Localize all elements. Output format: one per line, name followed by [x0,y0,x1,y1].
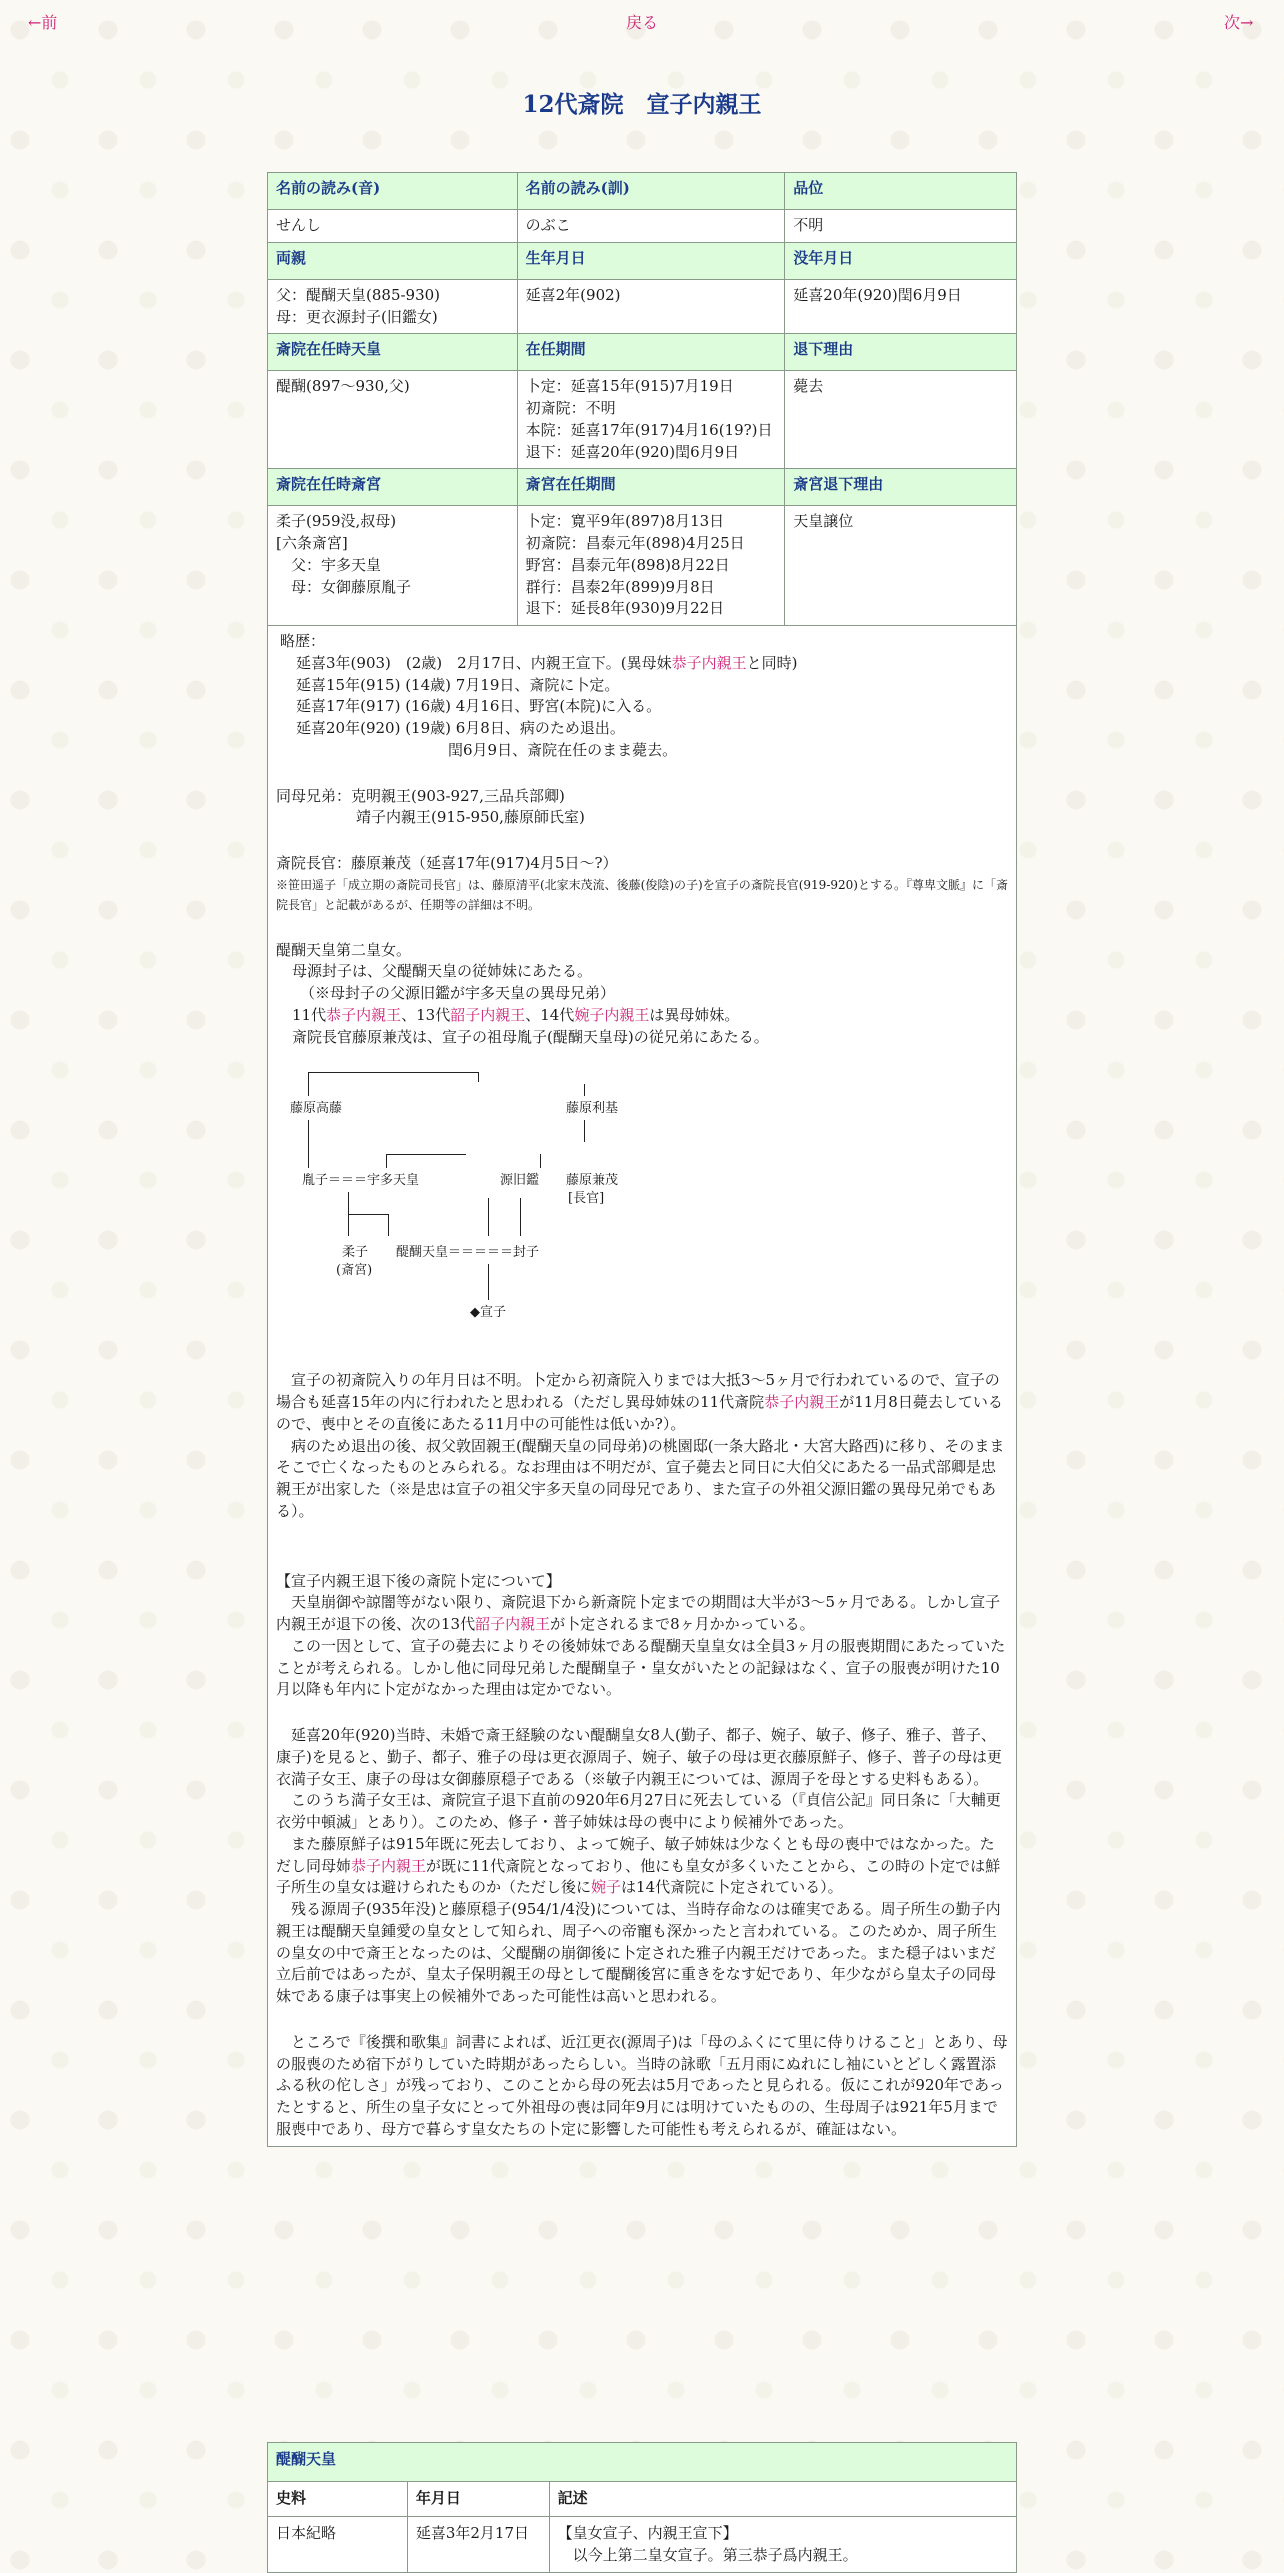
daigo-line: 斎院長官藤原兼茂は、宣子の祖母胤子(醍醐天皇母)の従兄弟にあたる。 [292,1027,769,1046]
history-table [267,2442,1017,2573]
info-table [267,172,1017,2147]
value-parents: 父：醍醐天皇(885-930) 母：更衣源封子(旧鑑女) [268,279,518,334]
tree-daigo: 醍醐天皇＝＝＝＝＝封子 [396,1245,540,1261]
ryakureki-item: 延喜20年(920) (19歳) 6月8日、病のため退出。 [296,719,625,737]
tree-toshimoto: 藤原利基 [566,1101,619,1117]
tree-saigu: (斎宮) [336,1263,373,1279]
siblings-line: 同母兄弟：克明親王(903-927,三品兵部卿) [276,786,565,805]
value-saigu-term: 卜定：寛平9年(897)8月13日 初斎院：昌泰元年(898)4月25日 野宮：昌泰元年(898)8月22日 群行：昌泰2年(899)9月8日 退下：延長8年(930)9月22日 [517,506,785,626]
header-parents: 両親 [268,242,518,279]
ryakureki-item: 延喜3年(903) (2歳) 2月17日、内親王宣下。(異母妹恭子内親王と同時) [296,653,798,672]
enshi-link[interactable]: 婉子内親王 [574,1005,650,1024]
paragraph-4: ところで『後撰和歌集』詞書によれば、近江更衣(源周子)は「母のふくにて里に侍りけること」とあり、母の服喪のため宿下がりしていた時期があったらしい。当時の詠歌「五月雨にぬれにし袖にいとどしく露置添ふる秋の佗しさ」が残っており、このことから母の死去は5月であったと見られる。仮にこれが920年であったとすると、所生の皇子女にとって外祖母の喪は同年9月には明けていたものの、生母周子は921年5月まで服喪中であり、母方で暮らす皇女たちの卜定に影響した可能性も考えられるが、確証はない。 [276,2032,1008,2138]
header-yomi-kun: 名前の読み(訓) [517,173,785,210]
ryakureki-item: 延喜15年(915) (14歳) 7月19日、斎院に卜定。 [296,675,620,694]
prev-link[interactable]: ←前 [28,13,58,32]
daigo-line: 醍醐天皇第二皇女。 [276,940,412,959]
next-link[interactable]: 次→ [1224,13,1254,32]
header-source: 史料 [268,2482,408,2517]
kyoko-link[interactable]: 恭子内親王 [326,1005,402,1024]
daigo-line: 11代恭子内親王、13代韶子内親王、14代婉子内親王は異母姉妹。 [292,1005,740,1024]
header-yomi-on: 名前の読み(音) [268,173,518,210]
chokan-note: ※笹田遥子「成立期の斎院司長官」は、藤原清平(北家末茂流、後藤(俊陰)の子)を宣子の斎院長官(919-920)とする。『尊卑文脈』に「斎院長官」と記載があるが、任期等の詳細は不明。 [276,877,1008,913]
header-death: 没年月日 [785,242,1017,279]
kyoko-link[interactable]: 恭子内親王 [351,1856,427,1875]
daigo-line: （※母封子の父源旧鑑が宇多天皇の異母兄弟） [300,984,616,1003]
value-saigu-reason: 天皇譲位 [785,506,1017,626]
value-hon: 不明 [785,210,1017,243]
cell-record: 【皇女宣子、内親王宣下】 以今上第二皇女宣子。第三恭子爲内親王。 [549,2516,1016,2573]
ryakureki-item: 閏6月9日、斎院在任のまま薨去。 [448,740,678,759]
value-reason: 薨去 [785,371,1017,469]
kyoko-link[interactable]: 恭子内親王 [671,653,747,672]
value-yomi-kun: のぶこ [517,210,785,243]
value-death: 延喜20年(920)閏6月9日 [785,279,1017,334]
ryakureki-title: 略歴： [280,632,326,650]
header-record: 記述 [549,2482,1016,2517]
value-yomi-on: せんし [268,210,518,243]
tree-taneko: 胤子＝＝＝宇多天皇 [302,1173,420,1189]
header-term: 在任期間 [517,334,785,371]
cell-source: 日本紀略 [268,2516,408,2573]
value-saigu: 柔子(959没,叔母) [六条斎宮] 父：宇多天皇 母：女御藤原胤子 [268,506,518,626]
biography-body [268,626,1017,2147]
kyoko-link[interactable]: 恭子内親王 [764,1393,840,1412]
family-tree [276,1070,1008,1340]
section-title: 【宣子内親王退下後の斎院卜定について】 [276,1571,561,1590]
paragraph-3: 延喜20年(920)当時、未婚で斎王経験のない醍醐皇女8人(勤子、都子、婉子、敏子、修子、雅子、普子、康子)を見ると、勤子、都子、雅子の母は更衣源周子、婉子、敏子の母は更衣藤原鮮子、修子、普子の母は更衣満子女王、康子の母は女御藤原穏子である（※敏子内親王については、源周子を母とする史料もある）。 このうち満子女王は、斎院宣子退下直前の920年6月27日に死去している（『貞信公記』同日条に「大輔更衣労中頓滅」とあり）。このため、修子・普子姉妹は母の喪中により候補外であった。 また藤原鮮子は915年既に死去しており、よって婉子、敏子姉妹は少なくとも母の喪中ではなかった。ただし同母姉恭子内親王が既に11代斎院となっており、他にも皇女が多くいたことから、この時の卜定では鮮子所生の皇女は避けられたものか（ただし後に婉子は14代斎院に卜定されている）。 残る源周子(935年没)と藤原穏子(954/1/4没)については、当時存命なのは確実である。周子所生の勤子内親王は醍醐天皇鍾愛の皇女として知られ、周子への帝寵も深かったと言われている。このためか、周子所生の皇女の中で斎王となったのは、父醍醐の崩御後に卜定された雅子内親王だけであった。また穏子はいまだ立后前ではあったが、皇太子保明親王の母として醍醐後宮に重きをなす妃であり、年少ながら皇太子の同母妹である康子は事実上の候補外であった可能性は高いと思われる。 [276,1726,1002,2006]
header-reason: 退下理由 [785,334,1017,371]
header-saigu-reason: 斎宮退下理由 [785,469,1017,506]
paragraph-1: 宣子の初斎院入りの年月日は不明。卜定から初斎院入りまでは大抵3～5ヶ月で行われているので、宣子の場合も延喜15年の内に行われたと思われる（ただし異母姉妹の11代斎院恭子内親王が11月8日薨去しているので、喪中とその直後にあたる11月中の可能性は低いか?）。 病のため退出の後、叔父敦固親王(醍醐天皇の同母弟)の桃園邸(一条大路北・大宮大路西)に移り、そのままそこで亡くなったものとみられる。なお理由は不明だが、宣子薨去と同日に大伯父にあたる一品式部卿是忠親王が出家した（※是忠は宣子の祖父宇多天皇の同母兄であり、また宣子の外祖父源旧鑑の異母兄弟でもある）。 [276,1371,1005,1520]
enshi-link[interactable]: 婉子 [591,1878,622,1897]
tree-furumi: 源旧鑑 [500,1173,540,1189]
tree-kanemochi: 藤原兼茂 [566,1173,619,1189]
ryakureki-item: 延喜17年(917) (16歳) 4月16日、野宮(本院)に入る。 [296,697,662,716]
daigo-line: 母源封子は、父醍醐天皇の従姉妹にあたる。 [292,962,593,981]
tree-takafuji: 藤原高藤 [290,1101,343,1117]
cell-date: 延喜3年2月17日 [407,2516,549,2573]
header-saigu-term: 斎宮在任期間 [517,469,785,506]
value-emperor: 醍醐(897～930,父) [268,371,518,469]
table-row [268,2516,1017,2573]
value-birth: 延喜2年(902) [517,279,785,334]
siblings-line: 靖子内親王(915-950,藤原師氏室) [356,808,585,827]
chokan-line: 斎院長官：藤原兼茂（延喜17年(917)4月5日～?） [276,854,618,872]
header-birth: 生年月日 [517,242,785,279]
paragraph-2: 天皇崩御や諒闇等がない限り、斎院退下から新斎院卜定までの期間は大半が3～5ヶ月である。しかし宣子内親王が退下の後、次の13代韶子内親王が卜定されるまで8ヶ月かかっている。 この一因として、宣子の薨去によりその後姉妹である醍醐天皇皇女は全員3ヶ月の服喪期間にあたっていたことが考えられる。しかし他に同母兄弟した醍醐皇子・皇女がいたとの記録はなく、宣子の服喪が明けた10月以降も年内に卜定がなかった理由は定かでない。 [276,1593,1006,1699]
history-title: 醍醐天皇 [268,2443,1017,2482]
shoko-link[interactable]: 韶子内親王 [475,1615,551,1634]
back-link[interactable]: 戻る [626,13,659,32]
header-saigu: 斎院在任時斎宮 [268,469,518,506]
header-emperor: 斎院在任時天皇 [268,334,518,371]
header-date: 年月日 [407,2482,549,2517]
tree-yasuko: 柔子 [342,1245,369,1261]
tree-nobuko: ◆宣子 [470,1305,506,1321]
tree-chokan: [長官] [568,1191,605,1207]
page-title: 12代斎院 宣子内親王 [522,91,762,118]
header-hon: 品位 [785,173,1017,210]
shoko-link[interactable]: 韶子内親王 [450,1005,526,1024]
value-term: 卜定：延喜15年(915)7月19日 初斎院：不明 本院：延喜17年(917)4月16(19?)日 退下：延喜20年(920)閏6月9日 [517,371,785,469]
